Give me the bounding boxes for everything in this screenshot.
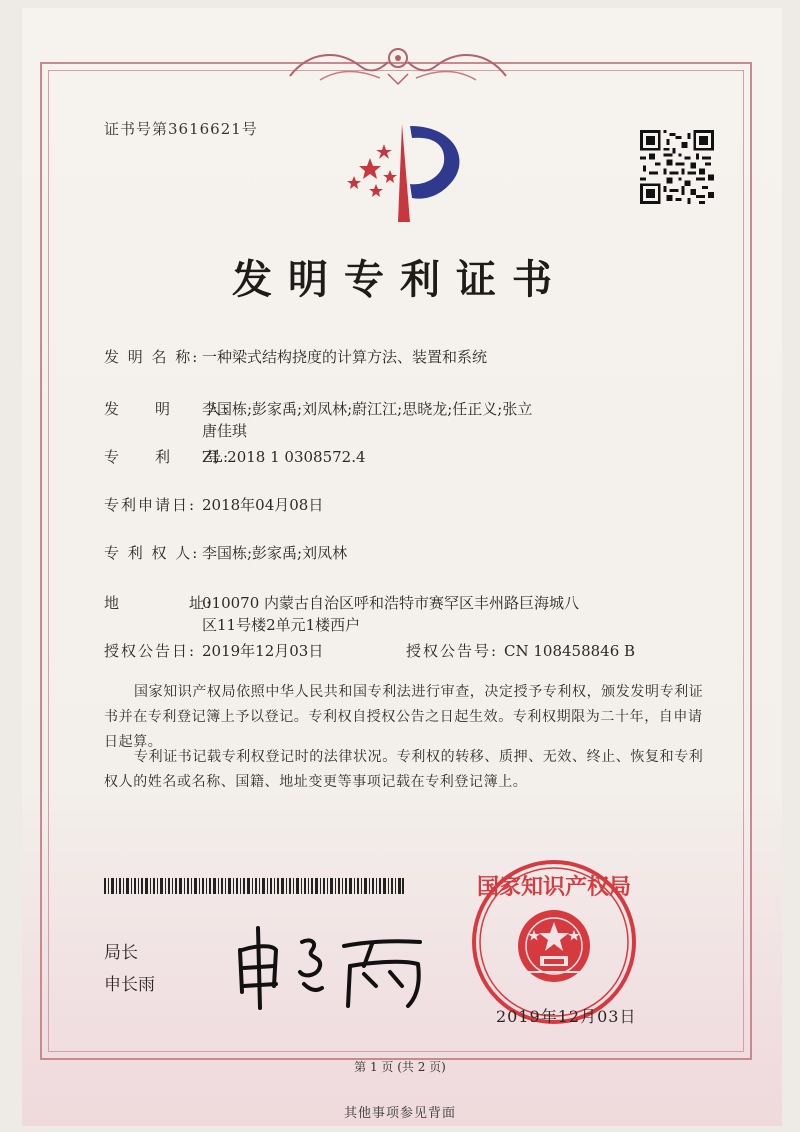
inventors-row <box>104 398 532 420</box>
inventors-value-line1: 李国栋;彭家禹;刘凤林;蔚江江;思晓龙;任正义;张立 <box>202 400 533 418</box>
grant-number-label: 授权公告号: <box>406 642 499 660</box>
patent-office-logo-icon <box>340 118 470 228</box>
grant-date-value: 2019年12月03日 <box>202 642 324 660</box>
invention-name-row <box>104 346 487 368</box>
seal-text: 国家知识产权局 <box>476 875 632 900</box>
director-title: 局长 <box>104 943 138 963</box>
address-value-line2: 区11号楼2单元1楼西户 <box>202 616 361 634</box>
qr-code-icon <box>640 130 714 204</box>
legal-status-paragraph: 专利证书记载专利权登记时的法律状况。专利权的转移、质押、无效、终止、恢复和专利权人的姓名或名称、国籍、地址变更等事项记载在专利登记簿上。 <box>104 749 704 790</box>
patentee-value: 李国栋;彭家禹;刘凤林 <box>202 544 348 562</box>
top-ornament-icon <box>280 40 516 86</box>
patentee-row <box>104 542 347 564</box>
director-signature-icon <box>232 920 432 1010</box>
director-name: 申长雨 <box>104 975 155 995</box>
filing-date-label: 专利申请日: <box>104 496 197 514</box>
invention-name-label: 发 明 名 称: <box>104 348 200 366</box>
filing-date-row <box>104 494 323 516</box>
footer-note: 其他事项参见背面 <box>343 1106 456 1121</box>
address-row <box>104 592 579 614</box>
patent-number-row <box>104 446 366 468</box>
patent-number-label: 专 利 号: <box>104 448 231 466</box>
seal-date: 2019年12月03日 <box>496 1007 637 1026</box>
official-seal-icon <box>470 858 638 1026</box>
grant-date-row <box>104 640 323 662</box>
grant-number-row <box>406 640 635 662</box>
filing-date-value: 2018年04月08日 <box>202 496 324 514</box>
page-number: 第 1 页 (共 2 页) <box>354 1060 446 1074</box>
inventors-label: 发 明 人: <box>104 400 231 418</box>
patentee-label: 专 利 权 人: <box>104 544 200 562</box>
grant-statement-paragraph: 国家知识产权局依照中华人民共和国专利法进行审查，决定授予专利权，颁发发明专利证书并在专利登记簿上予以登记。专利权自授权公告之日起生效。专利权期限为二十年，自申请日起算。 <box>104 684 704 750</box>
address-value-line1: 010070 内蒙古自治区呼和浩特市赛罕区丰州路巨海城八 <box>202 594 580 612</box>
patent-number-value: ZL 2018 1 0308572.4 <box>202 448 366 466</box>
inventors-value-line2: 唐佳琪 <box>202 422 248 440</box>
certificate-title: 发明专利证书 <box>232 256 568 303</box>
grant-date-label: 授权公告日: <box>104 642 197 660</box>
address-label: 地 址: <box>104 594 214 612</box>
invention-name-value: 一种梁式结构挠度的计算方法、装置和系统 <box>202 348 488 366</box>
barcode-icon <box>104 878 404 894</box>
grant-number-value: CN 108458846 B <box>504 642 636 660</box>
certificate-number: 证书号第3616621号 <box>104 120 258 138</box>
